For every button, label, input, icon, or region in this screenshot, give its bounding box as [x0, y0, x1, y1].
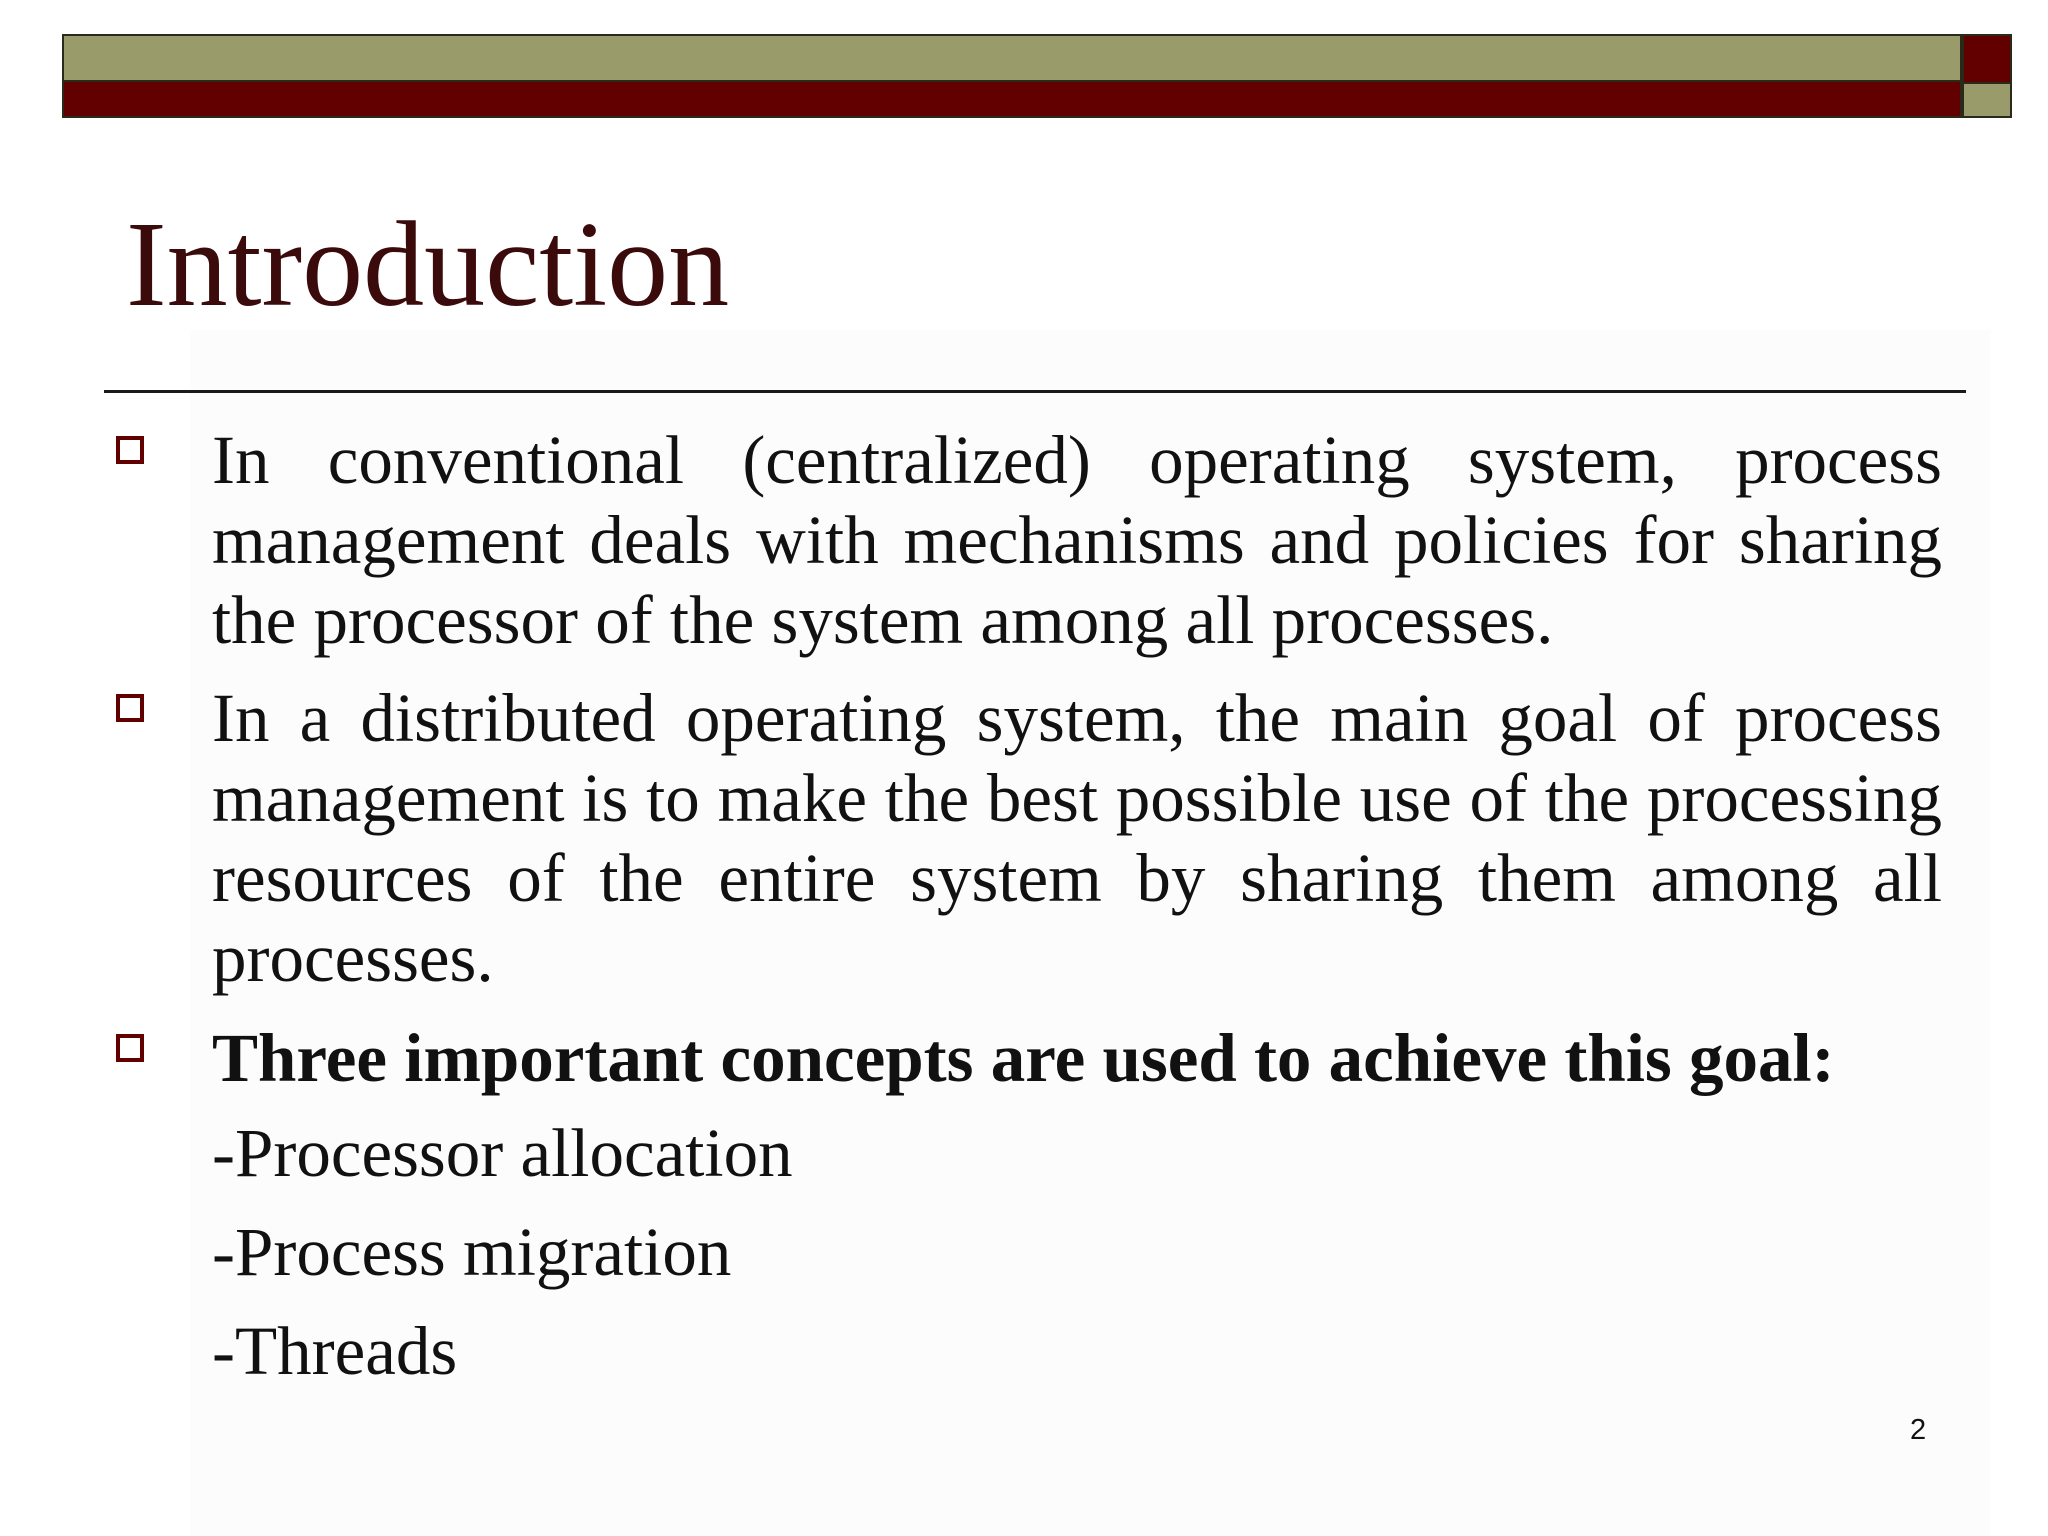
- header-olive-bar: [62, 34, 1962, 82]
- header-olive-square: [1962, 84, 2012, 118]
- header-maroon-bar: [62, 82, 1962, 118]
- slide-title: Introduction: [126, 197, 730, 332]
- hollow-square-bullet-icon: [116, 1034, 144, 1062]
- title-divider: [104, 390, 1966, 393]
- bullet-item: [0, 678, 2048, 998]
- hollow-square-bullet-icon: [116, 436, 144, 464]
- bullet-item: [0, 420, 2048, 660]
- header-maroon-square: [1962, 34, 2012, 84]
- sub-item: -Processor allocation: [212, 1115, 793, 1191]
- hollow-square-bullet-icon: [116, 694, 144, 722]
- bullet-text: In a distributed operating system, the main goal of process management is to make the best possible use of the processing resources of the entire system by sharing them among all processes.: [212, 680, 1942, 996]
- bullet-text: In conventional (centralized) operating system, process management deals with mechanisms and policies for sharing the processor of the system among all processes.: [212, 422, 1942, 658]
- page-number: 2: [1910, 1414, 1927, 1446]
- bullet-text: Three important concepts are used to achieve this goal:: [212, 1020, 1835, 1096]
- bullet-item: [0, 1018, 2048, 1098]
- sub-item: -Threads: [212, 1313, 458, 1389]
- sub-item-list: [0, 1104, 2048, 1401]
- slide-content: [0, 420, 2048, 1401]
- sub-item: -Process migration: [212, 1214, 732, 1290]
